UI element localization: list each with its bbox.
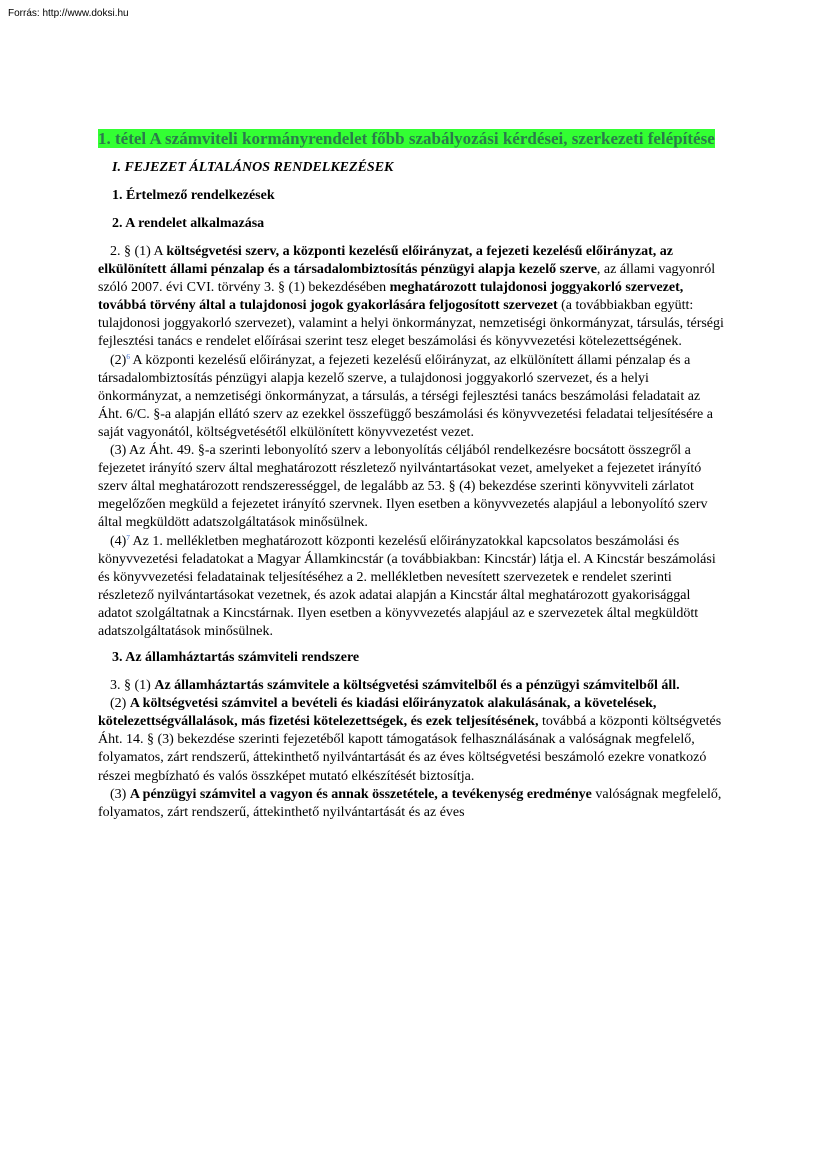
footnote-link[interactable]: 7: [126, 533, 130, 542]
text-run: 2. § (1) A: [110, 244, 167, 259]
chapter-heading: I. FEJEZET ÁLTALÁNOS RENDELKEZÉSEK: [112, 160, 394, 175]
bold-run: Az államháztartás számvitele a költségvetési számvitelből és a pénzügyi számvitelből áll.: [154, 678, 680, 694]
text-run: Az 1. mellékletben meghatározott központi kezelésű előirányzatokkal kapcsolatos beszámolási és könyvvezetési feladatokat a Magyar Államkincstár (a továbbiakban: Kincstár) látja el. A Kincstár beszámolási és könyvvezetési feladatainak teljesítéséhez a 2. mellékletben nevesített szervezetek e rendelet szerinti részletező nyilvántartásokat vezetnek, és azok adatai alapján a Kincstár által meghatározott gyakorisággal adatot szolgáltatnak a Kincstárnak. Ilyen esetben a könyvvezetés alapjául az e szervezetek által megküldött adatszolgáltatások minősülnek.: [98, 533, 716, 639]
text-run: (4): [110, 533, 127, 549]
text-run: valóságnak megfelelő, folyamatos, zárt rendszerű, áttekinthető nyilvántartását és az éves: [98, 786, 722, 820]
text-run: , az állami vagyonról szóló 2007. évi CVI. törvény 3. § (1) bekezdésében: [98, 262, 716, 296]
paragraph-3-3: [98, 786, 728, 822]
text-run: továbbá a központi költségvetés Áht. 14. § (3) bekezdése szerinti fejezetéből kapott támogatások felhasználásának a valóságnak megfelelő, folyamatos, zárt rendszerű, áttekinthető nyilvántartását és az éves költségvetési beszámoló ezekre vonatkozó részei megbízható és valós összképet mutató elkészítését biztosítja.: [98, 714, 722, 784]
paragraph-2-3: [98, 442, 728, 532]
text-run: 3. § (1): [110, 678, 155, 694]
paragraph-3-2: [98, 695, 728, 785]
text-run: (a továbbiakban együtt: tulajdonosi joggyakorló szervezet), valamint a helyi önkormányzat, nemzetiségi önkormányzat, társulás, térségi fejlesztési tanács e rendelet előírásai szerint tesz eleget beszámolási és könyvvezetési kötelezettségének.: [98, 298, 724, 350]
source-label: Forrás: http://www.doksi.hu: [8, 8, 129, 19]
bold-run: A költségvetési számvitel a bevételi és kiadási előirányzatok alakulásának, a követelések, kötelezettségvállalások, más fizetési kötelezettségek, és ezek teljesítésének,: [98, 696, 657, 730]
section-heading-3: 3. Az államháztartás számviteli rendszere: [112, 650, 360, 666]
paragraph-2-1: [98, 243, 728, 352]
section-heading-1: 1. Értelmező rendelkezések: [112, 188, 275, 203]
footnote-link[interactable]: 6: [126, 352, 130, 361]
paragraph-2-2: [98, 352, 728, 442]
indent-spacer: [98, 443, 110, 458]
text-run: (3): [110, 786, 130, 802]
text-run: A központi kezelésű előirányzat, a fejezeti kezelésű előirányzat, az elkülönített állami pénzalap és a társadalombiztosítás pénzügyi alapja kezelő szerve, a tulajdonosi joggyakorló szervezet, és a helyi önkormányzat, a nemzetiségi önkormányzat, a társulás, a térségi fejlesztési tanács beszámolási feladatait az Áht. 6/C. §-a alapján ellátó szerv az ezekkel összefüggő beszámolási és könyvvezetési feladatai teljesítésére a saját vagyonától, költségvetésétől elkülönített könyvvezetést vezet.: [98, 352, 713, 440]
page-title: [98, 128, 728, 149]
bold-run: meghatározott tulajdonosi joggyakorló szervezet, továbbá törvény által a tulajdonosi jogok gyakorlására feljogosított szervezet: [98, 280, 684, 314]
section-heading-2: 2. A rendelet alkalmazása: [112, 216, 265, 231]
text-run: (3) Az Áht. 49. §-a szerinti lebonyolító szerv a lebonyolítás céljából rendelkezésre bocsátott összegről a fejezetet irányító szerv által meghatározott részletező nyilvántartásokat vezet, amelyeket a fejezetet irányító szerv által meghatározott rendszerességgel, de legalább az 53. § (4) bekezdése szerinti könyvviteli zárlatot megelőzően megküld a fejezetet irányító szervnek. Ilyen esetben a könyvvezetés alapjául a lebonyolító szerv által megküldött adatszolgáltatások minősülnek.: [98, 443, 708, 531]
text-run: (2): [110, 352, 127, 368]
bold-run: A pénzügyi számvitel a vagyon és annak összetétele, a tevékenység eredménye: [129, 786, 592, 802]
paragraph-3-1: [98, 677, 728, 695]
paragraph-2-4: [98, 533, 728, 642]
bold-run: költségvetési szerv, a központi kezelésű előirányzat, a fejezeti kezelésű előirányzat, az elkülönített állami pénzalap és a társadalombiztosítás pénzügyi alapja kezelő szerve: [98, 244, 673, 278]
title-highlight: 1. tétel A számviteli kormányrendelet főbb szabályozási kérdései, szerkezeti felépítése: [98, 129, 715, 148]
text-run: (2): [110, 696, 130, 712]
document-body: [98, 128, 728, 822]
